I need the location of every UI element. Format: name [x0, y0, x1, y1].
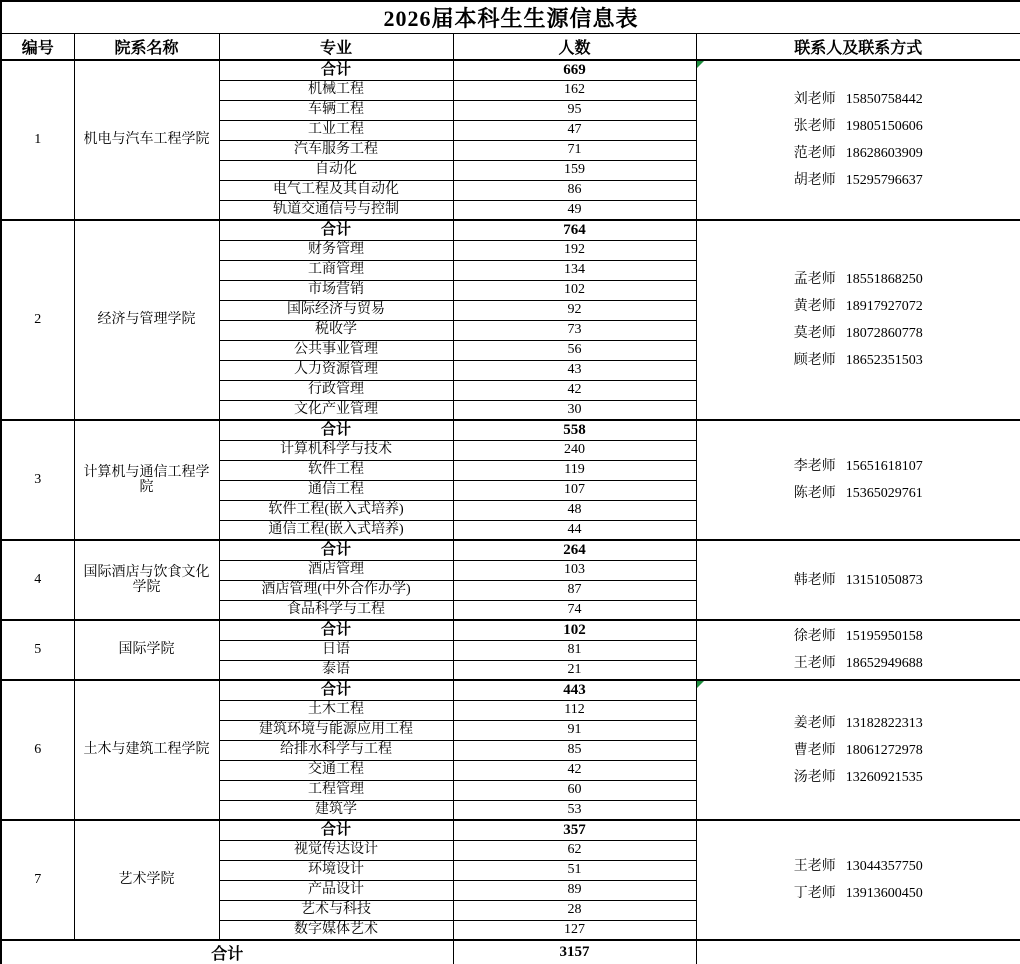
table-row [1, 540, 1020, 560]
contact-name: 李老师 [793, 459, 836, 474]
major-count: 95 [453, 100, 696, 120]
major-count: 47 [453, 120, 696, 140]
contact-line [794, 764, 923, 791]
contact-name: 王老师 [793, 859, 836, 874]
major-count: 102 [453, 280, 696, 300]
major-name: 市场营销 [219, 280, 453, 300]
major-count: 42 [453, 760, 696, 780]
contact-line [794, 453, 923, 480]
contact-phone: 18917927072 [845, 299, 923, 314]
section-subtotal-label: 合计 [219, 540, 453, 560]
major-count: 56 [453, 340, 696, 360]
major-name: 食品科学与工程 [219, 600, 453, 620]
section-subtotal-count: 357 [453, 820, 696, 840]
major-name: 酒店管理(中外合作办学) [219, 580, 453, 600]
section-number: 7 [1, 820, 74, 940]
contact-line [794, 480, 923, 507]
contact-line [794, 737, 923, 764]
contact-line [794, 266, 923, 293]
major-count: 103 [453, 560, 696, 580]
contact-line [794, 650, 923, 677]
major-count: 49 [453, 200, 696, 220]
contact-phone: 18652351503 [845, 353, 923, 368]
table-row [1, 680, 1020, 700]
section-subtotal-count: 102 [453, 620, 696, 640]
major-name: 人力资源管理 [219, 360, 453, 380]
major-count: 51 [453, 860, 696, 880]
major-count: 86 [453, 180, 696, 200]
contact-phone: 15651618107 [845, 459, 923, 474]
contact-name: 刘老师 [793, 92, 836, 107]
major-count: 28 [453, 900, 696, 920]
section-subtotal-label: 合计 [219, 60, 453, 80]
contact-name: 韩老师 [793, 572, 836, 588]
major-name: 日语 [219, 640, 453, 660]
contact-cell [696, 60, 1020, 220]
grand-total-label: 合计 [1, 940, 453, 964]
section-subtotal-count: 558 [453, 420, 696, 440]
contact-line [794, 167, 923, 194]
department-name: 计算机与通信工程学院 [74, 420, 219, 540]
contact-line [794, 853, 923, 880]
contact-line [794, 320, 923, 347]
department-name: 国际学院 [74, 620, 219, 680]
contact-phone: 13260921535 [845, 769, 923, 785]
major-name: 通信工程(嵌入式培养) [219, 520, 453, 540]
contact-line [794, 86, 923, 113]
contact-phone: 13182822313 [845, 715, 923, 731]
grand-total-row [1, 940, 1020, 964]
major-count: 89 [453, 880, 696, 900]
contact-phone: 18061272978 [845, 742, 923, 758]
major-count: 134 [453, 260, 696, 280]
column-header-row [1, 34, 1020, 61]
contact-name: 姜老师 [793, 715, 836, 731]
major-name: 机械工程 [219, 80, 453, 100]
contact-list [794, 853, 923, 907]
major-count: 92 [453, 300, 696, 320]
major-count: 192 [453, 240, 696, 260]
section-subtotal-count: 669 [453, 60, 696, 80]
major-count: 21 [453, 660, 696, 680]
section-subtotal-label: 合计 [219, 420, 453, 440]
contact-name: 王老师 [793, 656, 836, 671]
contact-name: 黄老师 [793, 299, 836, 314]
grand-total-contact-empty-cell [696, 940, 1020, 964]
major-name: 自动化 [219, 160, 453, 180]
major-count: 74 [453, 600, 696, 620]
contact-cell [696, 420, 1020, 540]
section-subtotal-count: 443 [453, 680, 696, 700]
section-subtotal-label: 合计 [219, 620, 453, 640]
contact-cell [696, 820, 1020, 940]
major-count: 71 [453, 140, 696, 160]
contact-name: 张老师 [793, 119, 836, 134]
contact-list [794, 710, 923, 791]
contact-phone: 15195950158 [845, 629, 923, 644]
contact-phone: 15850758442 [845, 92, 923, 107]
contact-name: 丁老师 [793, 886, 836, 901]
major-count: 42 [453, 380, 696, 400]
contact-cell [696, 620, 1020, 680]
contact-line [794, 623, 923, 650]
major-count: 162 [453, 80, 696, 100]
column-header-1: 编号 [1, 34, 74, 61]
contact-line [794, 347, 923, 374]
contact-list [794, 567, 923, 594]
major-name: 土木工程 [219, 700, 453, 720]
contact-name: 曹老师 [793, 742, 836, 758]
department-name: 国际酒店与饮食文化学院 [74, 540, 219, 620]
contact-list [794, 266, 923, 374]
contact-name: 范老师 [793, 146, 836, 161]
page-title: 2026届本科生生源信息表 [1, 1, 1020, 34]
contact-list [794, 623, 923, 677]
major-name: 艺术与科技 [219, 900, 453, 920]
major-name: 产品设计 [219, 880, 453, 900]
major-name: 泰语 [219, 660, 453, 680]
major-name: 工业工程 [219, 120, 453, 140]
major-count: 91 [453, 720, 696, 740]
section-number: 2 [1, 220, 74, 420]
major-name: 建筑学 [219, 800, 453, 820]
section-subtotal-label: 合计 [219, 220, 453, 240]
contact-cell [696, 680, 1020, 820]
major-count: 48 [453, 500, 696, 520]
major-name: 数字媒体艺术 [219, 920, 453, 940]
contact-phone: 18628603909 [845, 146, 923, 161]
grand-total-count: 3157 [453, 940, 696, 964]
contact-line [794, 567, 923, 594]
major-name: 通信工程 [219, 480, 453, 500]
section-number: 3 [1, 420, 74, 540]
contact-line [794, 293, 923, 320]
contact-list [794, 86, 923, 194]
cell-corner-marker-icon [697, 681, 704, 688]
major-count: 43 [453, 360, 696, 380]
major-name: 酒店管理 [219, 560, 453, 580]
contact-phone: 18551868250 [845, 272, 923, 287]
section-subtotal-count: 264 [453, 540, 696, 560]
section-number: 1 [1, 60, 74, 220]
major-name: 行政管理 [219, 380, 453, 400]
table-row [1, 60, 1020, 80]
major-count: 119 [453, 460, 696, 480]
major-count: 85 [453, 740, 696, 760]
major-count: 112 [453, 700, 696, 720]
contact-phone: 13151050873 [845, 572, 923, 588]
section-number: 6 [1, 680, 74, 820]
contact-line [794, 710, 923, 737]
contact-phone: 19805150606 [845, 119, 923, 134]
major-count: 30 [453, 400, 696, 420]
major-count: 73 [453, 320, 696, 340]
column-header-3: 专业 [219, 34, 453, 61]
table-row [1, 420, 1020, 440]
major-count: 60 [453, 780, 696, 800]
major-count: 81 [453, 640, 696, 660]
cell-corner-marker-icon [697, 61, 704, 68]
major-name: 建筑环境与能源应用工程 [219, 720, 453, 740]
major-name: 文化产业管理 [219, 400, 453, 420]
major-name: 环境设计 [219, 860, 453, 880]
major-count: 53 [453, 800, 696, 820]
major-count: 44 [453, 520, 696, 540]
contact-name: 汤老师 [793, 769, 836, 785]
major-name: 工程管理 [219, 780, 453, 800]
column-header-4: 人数 [453, 34, 696, 61]
contact-cell [696, 540, 1020, 620]
contact-name: 胡老师 [793, 173, 836, 188]
contact-cell [696, 220, 1020, 420]
major-name: 软件工程 [219, 460, 453, 480]
contact-name: 陈老师 [793, 486, 836, 501]
table-row [1, 620, 1020, 640]
major-count: 159 [453, 160, 696, 180]
table-row [1, 220, 1020, 240]
contact-phone: 15295796637 [845, 173, 923, 188]
department-name: 土木与建筑工程学院 [74, 680, 219, 820]
contact-line [794, 140, 923, 167]
section-subtotal-label: 合计 [219, 820, 453, 840]
contact-phone: 13913600450 [845, 886, 923, 901]
major-name: 轨道交通信号与控制 [219, 200, 453, 220]
department-name: 经济与管理学院 [74, 220, 219, 420]
major-name: 电气工程及其自动化 [219, 180, 453, 200]
major-name: 公共事业管理 [219, 340, 453, 360]
contact-phone: 18652949688 [845, 656, 923, 671]
section-subtotal-label: 合计 [219, 680, 453, 700]
contact-name: 徐老师 [793, 629, 836, 644]
major-count: 127 [453, 920, 696, 940]
column-header-5: 联系人及联系方式 [696, 34, 1020, 61]
contact-line [794, 113, 923, 140]
major-count: 87 [453, 580, 696, 600]
column-header-2: 院系名称 [74, 34, 219, 61]
section-subtotal-count: 764 [453, 220, 696, 240]
contact-name: 顾老师 [793, 353, 836, 368]
major-count: 240 [453, 440, 696, 460]
contact-phone: 18072860778 [845, 326, 923, 341]
section-number: 4 [1, 540, 74, 620]
table-row [1, 820, 1020, 840]
major-name: 给排水科学与工程 [219, 740, 453, 760]
major-name: 国际经济与贸易 [219, 300, 453, 320]
major-name: 汽车服务工程 [219, 140, 453, 160]
major-name: 交通工程 [219, 760, 453, 780]
major-name: 视觉传达设计 [219, 840, 453, 860]
department-name: 机电与汽车工程学院 [74, 60, 219, 220]
major-name: 税收学 [219, 320, 453, 340]
contact-phone: 13044357750 [845, 859, 923, 874]
contact-list [794, 453, 923, 507]
major-name: 财务管理 [219, 240, 453, 260]
major-count: 107 [453, 480, 696, 500]
contact-name: 莫老师 [793, 326, 836, 341]
department-name: 艺术学院 [74, 820, 219, 940]
section-number: 5 [1, 620, 74, 680]
major-name: 软件工程(嵌入式培养) [219, 500, 453, 520]
title-row [1, 1, 1020, 34]
major-name: 车辆工程 [219, 100, 453, 120]
contact-line [794, 880, 923, 907]
major-count: 62 [453, 840, 696, 860]
major-name: 计算机科学与技术 [219, 440, 453, 460]
major-name: 工商管理 [219, 260, 453, 280]
contact-name: 孟老师 [793, 272, 836, 287]
contact-phone: 15365029761 [845, 486, 923, 501]
